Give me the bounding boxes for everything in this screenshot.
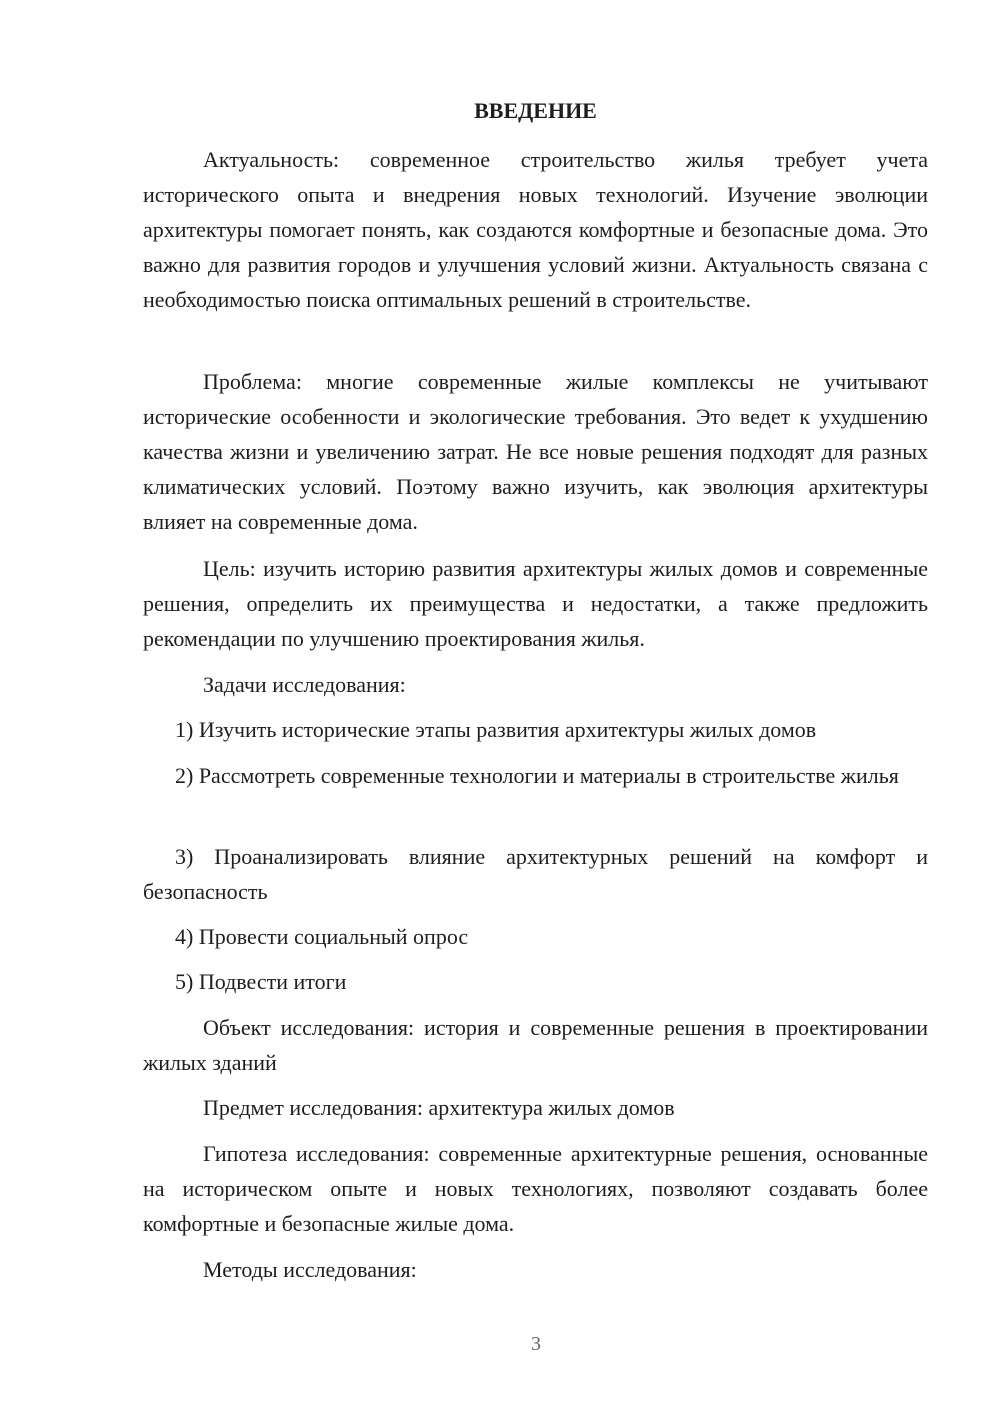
task-item-1: 1) Изучить исторические этапы развития архитектуры жилых домов — [175, 717, 817, 742]
task-item-4: 4) Провести социальный опрос — [175, 924, 469, 949]
task-item-5: 5) Подвести итоги — [175, 969, 347, 994]
page-title: ВВЕДЕНИЕ — [474, 98, 597, 123]
paragraph-object: Объект исследования: история и современные решения в проектировании жилых зданий — [143, 1015, 928, 1075]
page-number: 3 — [531, 1333, 541, 1355]
paragraph-goal: Цель: изучить историю развития архитектуры жилых домов и современные решения, определить их преимущества и недостатки, а также предложить рекомендации по улучшению проектирования жилья. — [143, 556, 928, 651]
task-item-3: 3) Проанализировать влияние архитектурных решений на комфорт и безопасность — [143, 844, 928, 904]
paragraph-problem: Проблема: многие современные жилые комплексы не учитывают исторические особенности и экологические требования. Это ведет к ухудшению качества жизни и увеличению затрат. Не все новые решения подходят для разных климатических условий. Поэтому важно изучить, как эволюция архитектуры влияет на современные дома. — [143, 369, 928, 534]
paragraph-hypothesis: Гипотеза исследования: современные архитектурные решения, основанные на историческом опыте и новых технологиях, позволяют создавать более комфортные и безопасные жилые дома. — [143, 1141, 928, 1236]
methods-title: Методы исследования: — [203, 1257, 417, 1282]
paragraph-subject: Предмет исследования: архитектура жилых домов — [203, 1095, 675, 1120]
task-item-2: 2) Рассмотреть современные технологии и материалы в строительстве жилья — [175, 763, 899, 788]
tasks-title: Задачи исследования: — [203, 672, 406, 697]
paragraph-relevance: Актуальность: современное строительство жилья требует учета исторического опыта и внедрения новых технологий. Изучение эволюции архитектуры помогает понять, как создаются комфортные и безопасные дома. Это важно для развития городов и улучшения условий жизни. Актуальность связана с необходимостью поиска оптимальных решений в строительстве. — [143, 147, 928, 312]
